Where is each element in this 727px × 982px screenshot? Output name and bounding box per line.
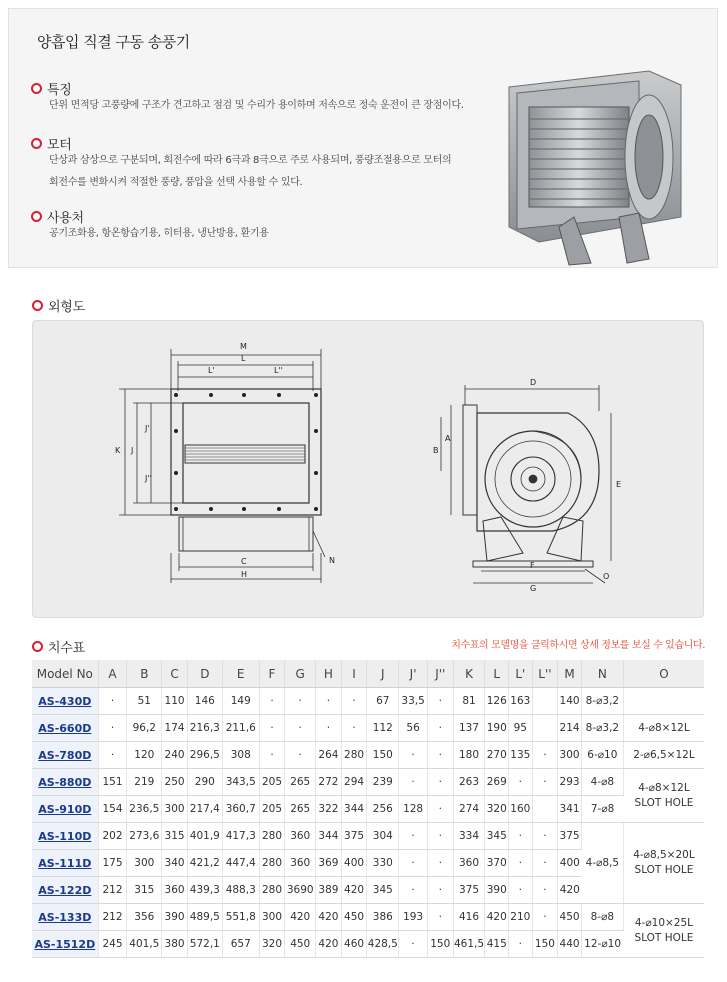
model-link[interactable]: AS-910D xyxy=(38,802,92,816)
label-g: G xyxy=(530,584,537,593)
label-b: B xyxy=(433,446,439,455)
table-cell: 272 xyxy=(316,769,342,796)
table-cell: 304 xyxy=(367,823,399,850)
table-cell: 296,5 xyxy=(187,742,222,769)
table-cell: · xyxy=(509,850,533,877)
col-header: J'' xyxy=(427,660,453,688)
usage-heading-text: 사용처 xyxy=(47,211,84,226)
table-cell: 160 xyxy=(509,796,533,823)
table-cell: · xyxy=(98,715,127,742)
table-cell: 81 xyxy=(453,688,485,715)
col-header: K xyxy=(453,660,485,688)
table-cell: · xyxy=(532,850,558,877)
table-cell: 315 xyxy=(127,877,162,904)
table-cell: 120 xyxy=(127,742,162,769)
model-cell[interactable] xyxy=(32,688,98,715)
table-cell: 212 xyxy=(98,904,127,931)
table-cell: 450 xyxy=(558,904,582,931)
model-cell[interactable] xyxy=(32,742,98,769)
table-cell: 460 xyxy=(341,931,367,958)
table-cell: 360 xyxy=(453,850,485,877)
label-a: A xyxy=(445,434,451,443)
table-cell: · xyxy=(427,688,453,715)
table-cell: 320 xyxy=(259,931,285,958)
table-cell: 274 xyxy=(453,796,485,823)
table-cell: 360 xyxy=(285,850,316,877)
table-cell: 420 xyxy=(485,904,509,931)
table-cell: 315 xyxy=(162,823,188,850)
table-cell: 240 xyxy=(162,742,188,769)
label-j-double-prime: J'' xyxy=(145,474,152,483)
table-cell: 8-⌀8 xyxy=(581,904,623,931)
table-cell: 256 xyxy=(367,796,399,823)
table-cell: · xyxy=(427,904,453,931)
blower-photo xyxy=(499,67,687,267)
table-cell: 300 xyxy=(127,850,162,877)
table-row xyxy=(32,742,704,769)
table-cell: 264 xyxy=(316,742,342,769)
table-cell: 265 xyxy=(285,769,316,796)
table-cell: 489,5 xyxy=(187,904,222,931)
col-header: H xyxy=(316,660,342,688)
table-cell: · xyxy=(399,769,428,796)
table-cell: 245 xyxy=(98,931,127,958)
table-row xyxy=(32,715,704,742)
table-cell: 175 xyxy=(98,850,127,877)
table-row xyxy=(32,931,704,958)
table-cell: 163 xyxy=(509,688,533,715)
col-header: D xyxy=(187,660,222,688)
label-l-prime: L' xyxy=(208,366,215,375)
table-cell: · xyxy=(532,823,558,850)
col-header: L' xyxy=(509,660,533,688)
table-cell: 386 xyxy=(367,904,399,931)
table-cell: 551,8 xyxy=(222,904,259,931)
col-header: Model No xyxy=(32,660,98,688)
table-cell: 7-⌀8 xyxy=(581,796,623,823)
table-cell: 380 xyxy=(162,931,188,958)
table-cell: 212 xyxy=(98,877,127,904)
model-link[interactable]: AS-111D xyxy=(38,856,92,870)
model-link[interactable]: AS-133D xyxy=(38,910,92,924)
table-cell: 269 xyxy=(485,769,509,796)
usage-line: 공기조화용, 항온항습기용, 히터용, 냉난방용, 환기용 xyxy=(49,228,269,239)
table-cell: 216,3 xyxy=(187,715,222,742)
table-cell: 300 xyxy=(162,796,188,823)
table-cell: 360 xyxy=(285,823,316,850)
table-cell: · xyxy=(341,715,367,742)
table-cell: · xyxy=(532,877,558,904)
table-cell: 210 xyxy=(509,904,533,931)
table-cell: 420 xyxy=(285,904,316,931)
motor-description xyxy=(49,150,451,194)
col-header: C xyxy=(162,660,188,688)
table-cell: 401,9 xyxy=(187,823,222,850)
table-cell: 290 xyxy=(187,769,222,796)
table-cell: 440 xyxy=(558,931,582,958)
circle-bullet-icon xyxy=(31,83,42,94)
table-cell: · xyxy=(259,742,285,769)
table-cell: 211,6 xyxy=(222,715,259,742)
motor-line-1: 단상과 삼상으로 구분되며, 회전수에 따라 6극과 8극으로 주로 사용되며, 풍량조절용으로 모터의 xyxy=(49,155,452,166)
table-cell: 95 xyxy=(509,715,533,742)
table-cell: 415 xyxy=(485,931,509,958)
table-cell: · xyxy=(285,688,316,715)
model-cell[interactable] xyxy=(32,931,98,958)
table-cell: 488,3 xyxy=(222,877,259,904)
model-cell[interactable] xyxy=(32,796,98,823)
table-cell: 236,5 xyxy=(127,796,162,823)
table-cell: · xyxy=(427,877,453,904)
col-header: J' xyxy=(399,660,428,688)
table-cell xyxy=(532,688,558,715)
label-l-double-prime: L'' xyxy=(274,366,283,375)
circle-bullet-icon xyxy=(31,138,42,149)
table-cell: 3690 xyxy=(285,877,316,904)
table-cell: · xyxy=(285,742,316,769)
table-cell: 6-⌀10 xyxy=(581,742,623,769)
table-cell: 428,5 xyxy=(367,931,399,958)
table-cell: 461,5 xyxy=(453,931,485,958)
table-cell: 390 xyxy=(162,904,188,931)
label-h: H xyxy=(241,570,248,579)
table-cell: 8-⌀3,2 xyxy=(581,715,623,742)
table-cell: 294 xyxy=(341,769,367,796)
table-cell: · xyxy=(427,850,453,877)
model-link[interactable]: AS-1512D xyxy=(34,937,96,951)
model-cell[interactable] xyxy=(32,904,98,931)
table-cell: · xyxy=(285,715,316,742)
table-cell: 174 xyxy=(162,715,188,742)
model-cell[interactable] xyxy=(32,769,98,796)
features-description xyxy=(49,95,464,117)
label-j-prime: J' xyxy=(145,424,150,433)
table-cell: 280 xyxy=(259,850,285,877)
table-cell: 421,2 xyxy=(187,850,222,877)
table-cell: 250 xyxy=(162,769,188,796)
table-row xyxy=(32,904,704,931)
table-cell: 417,3 xyxy=(222,823,259,850)
col-header: G xyxy=(285,660,316,688)
table-cell: 150 xyxy=(427,931,453,958)
table-cell: 33,5 xyxy=(399,688,428,715)
o-cell xyxy=(623,688,704,715)
model-cell[interactable] xyxy=(32,823,98,850)
o-cell-line: SLOT HOLE xyxy=(634,931,694,944)
table-cell: 320 xyxy=(485,796,509,823)
table-cell: · xyxy=(509,769,533,796)
model-link[interactable]: AS-122D xyxy=(38,883,92,897)
product-title: 양흡입 직결 구동 송풍기 xyxy=(37,33,190,51)
o-cell-line: SLOT HOLE xyxy=(634,864,694,876)
o-cell xyxy=(623,904,704,958)
col-header: L xyxy=(485,660,509,688)
dimension-table-body xyxy=(32,688,704,958)
col-header: M xyxy=(558,660,582,688)
table-cell: 193 xyxy=(399,904,428,931)
table-cell: 140 xyxy=(558,688,582,715)
table-cell: · xyxy=(532,769,558,796)
outline-heading xyxy=(32,296,85,315)
table-cell: 96,2 xyxy=(127,715,162,742)
table-cell: 12-⌀10 xyxy=(581,931,623,958)
table-cell: 360,7 xyxy=(222,796,259,823)
table-cell: · xyxy=(427,796,453,823)
model-link[interactable]: AS-110D xyxy=(38,829,92,843)
table-cell: 390 xyxy=(485,877,509,904)
table-cell: · xyxy=(509,823,533,850)
features-heading-text: 특징 xyxy=(47,83,72,98)
table-cell: 263 xyxy=(453,769,485,796)
table-cell: 420 xyxy=(341,877,367,904)
col-header: A xyxy=(98,660,127,688)
table-cell: · xyxy=(399,931,428,958)
table-cell: 439,3 xyxy=(187,877,222,904)
label-o: O xyxy=(603,572,610,581)
product-intro-panel xyxy=(8,8,718,268)
table-cell: 356 xyxy=(127,904,162,931)
table-cell: 360 xyxy=(162,877,188,904)
o-cell xyxy=(623,769,704,823)
table-cell: 343,5 xyxy=(222,769,259,796)
table-header-row xyxy=(32,660,704,688)
table-cell: 205 xyxy=(259,796,285,823)
table-cell: · xyxy=(98,742,127,769)
table-cell: 270 xyxy=(485,742,509,769)
label-e: E xyxy=(616,480,622,489)
label-k: K xyxy=(115,446,121,455)
table-cell: 214 xyxy=(558,715,582,742)
table-cell: 420 xyxy=(558,877,582,904)
table-cell: 334 xyxy=(453,823,485,850)
table-cell: 400 xyxy=(341,850,367,877)
o-cell-line: 4-⌀8,5×20L xyxy=(633,849,695,861)
table-cell: · xyxy=(427,715,453,742)
table-cell: · xyxy=(427,769,453,796)
label-j: J xyxy=(131,446,134,455)
circle-bullet-icon xyxy=(32,641,43,652)
table-cell: 330 xyxy=(367,850,399,877)
features-line: 단위 면적당 고풍량에 구조가 견고하고 점검 및 수리가 용이하며 저속으로 정숙 운전이 큰 장점이다. xyxy=(49,100,464,111)
table-cell: 369 xyxy=(316,850,342,877)
table-cell: · xyxy=(399,742,428,769)
dimension-table xyxy=(32,660,704,958)
table-cell: · xyxy=(532,742,558,769)
table-cell: 4-⌀8,5 xyxy=(581,823,623,904)
table-cell: 217,4 xyxy=(187,796,222,823)
table-cell: 450 xyxy=(285,931,316,958)
table-cell: · xyxy=(316,688,342,715)
table-cell: 450 xyxy=(341,904,367,931)
table-row xyxy=(32,823,704,850)
outline-drawing xyxy=(33,321,703,617)
table-cell: 205 xyxy=(259,769,285,796)
o-cell-line: SLOT HOLE xyxy=(634,796,694,809)
table-cell: 219 xyxy=(127,769,162,796)
motor-heading-text: 모터 xyxy=(47,138,72,153)
table-cell: 420 xyxy=(316,904,342,931)
table-cell: 400 xyxy=(558,850,582,877)
table-cell: 150 xyxy=(367,742,399,769)
table-cell: 572,1 xyxy=(187,931,222,958)
table-cell: 308 xyxy=(222,742,259,769)
table-cell: 151 xyxy=(98,769,127,796)
table-cell: · xyxy=(427,742,453,769)
table-cell: 344 xyxy=(316,823,342,850)
table-cell: · xyxy=(259,688,285,715)
usage-description xyxy=(49,223,269,245)
table-cell: 265 xyxy=(285,796,316,823)
table-cell: 293 xyxy=(558,769,582,796)
table-row xyxy=(32,688,704,715)
circle-bullet-icon xyxy=(32,300,43,311)
table-cell: · xyxy=(399,823,428,850)
o-cell-line: 4-⌀8×12L xyxy=(638,781,690,794)
label-c: C xyxy=(241,557,247,566)
table-cell: 375 xyxy=(341,823,367,850)
table-cell: 239 xyxy=(367,769,399,796)
table-cell: 128 xyxy=(399,796,428,823)
table-cell: 345 xyxy=(485,823,509,850)
table-cell: 135 xyxy=(509,742,533,769)
table-cell: 273,6 xyxy=(127,823,162,850)
label-d: D xyxy=(530,378,537,387)
dimension-table-heading xyxy=(32,637,85,656)
front-view xyxy=(119,349,325,583)
outline-drawing-panel xyxy=(32,320,704,618)
model-link[interactable]: AS-430D xyxy=(38,694,92,708)
table-cell: 370 xyxy=(485,850,509,877)
table-cell: 149 xyxy=(222,688,259,715)
table-cell: 375 xyxy=(558,823,582,850)
table-cell: 146 xyxy=(187,688,222,715)
table-cell: 340 xyxy=(162,850,188,877)
o-cell-line: 4-⌀10×25L xyxy=(634,916,694,929)
col-header: L'' xyxy=(532,660,558,688)
model-cell[interactable] xyxy=(32,850,98,877)
model-link[interactable]: AS-880D xyxy=(38,775,92,789)
table-cell: 389 xyxy=(316,877,342,904)
col-header: E xyxy=(222,660,259,688)
label-l: L xyxy=(241,354,246,363)
model-link[interactable]: AS-660D xyxy=(38,721,92,735)
o-cell xyxy=(623,715,704,742)
table-cell xyxy=(532,796,558,823)
table-row xyxy=(32,796,704,823)
table-cell: 150 xyxy=(532,931,558,958)
side-view xyxy=(441,385,611,583)
table-cell: 447,4 xyxy=(222,850,259,877)
table-cell: 344 xyxy=(341,796,367,823)
col-header: F xyxy=(259,660,285,688)
table-cell: 420 xyxy=(316,931,342,958)
table-cell: 300 xyxy=(259,904,285,931)
model-link[interactable]: AS-780D xyxy=(38,748,92,762)
table-cell: · xyxy=(399,877,428,904)
front-holes xyxy=(174,393,318,511)
table-cell: 51 xyxy=(127,688,162,715)
table-cell: 202 xyxy=(98,823,127,850)
dimension-table-note: 치수표의 모델명을 클릭하시면 상세 정보를 보실 수 있습니다. xyxy=(451,640,705,651)
table-cell: 345 xyxy=(367,877,399,904)
table-cell: 112 xyxy=(367,715,399,742)
table-cell: · xyxy=(399,850,428,877)
table-cell: 280 xyxy=(259,877,285,904)
table-cell: 190 xyxy=(485,715,509,742)
table-cell: 280 xyxy=(259,823,285,850)
table-cell: · xyxy=(259,715,285,742)
table-cell: · xyxy=(427,823,453,850)
label-n: N xyxy=(329,556,335,565)
table-cell xyxy=(532,715,558,742)
table-cell: · xyxy=(98,688,127,715)
col-header: B xyxy=(127,660,162,688)
dimension-table-heading-text: 치수표 xyxy=(48,641,85,656)
motor-line-2: 회전수를 변화시켜 적절한 풍량, 풍압을 선택 사용할 수 있다. xyxy=(49,177,303,188)
circle-bullet-icon xyxy=(31,211,42,222)
table-cell: · xyxy=(316,715,342,742)
col-header: I xyxy=(341,660,367,688)
col-header: N xyxy=(581,660,623,688)
table-cell: 8-⌀3,2 xyxy=(581,688,623,715)
table-cell: 375 xyxy=(453,877,485,904)
o-cell-line: 4-⌀8×12L xyxy=(638,721,690,734)
table-row xyxy=(32,769,704,796)
table-cell: · xyxy=(509,931,533,958)
o-cell xyxy=(623,742,704,769)
outline-heading-text: 외형도 xyxy=(48,300,85,315)
table-cell: 56 xyxy=(399,715,428,742)
model-cell[interactable] xyxy=(32,877,98,904)
table-cell: · xyxy=(532,904,558,931)
table-cell: · xyxy=(509,877,533,904)
table-cell: 180 xyxy=(453,742,485,769)
col-header: J xyxy=(367,660,399,688)
table-cell: 657 xyxy=(222,931,259,958)
table-cell: 341 xyxy=(558,796,582,823)
table-cell: 280 xyxy=(341,742,367,769)
table-cell: · xyxy=(341,688,367,715)
table-cell: 300 xyxy=(558,742,582,769)
col-header: O xyxy=(623,660,704,688)
o-cell xyxy=(623,823,704,904)
model-cell[interactable] xyxy=(32,715,98,742)
table-cell: 67 xyxy=(367,688,399,715)
table-cell: 401,5 xyxy=(127,931,162,958)
table-cell: 4-⌀8 xyxy=(581,769,623,796)
o-cell-line: 2-⌀6,5×12L xyxy=(633,748,695,761)
table-cell: 322 xyxy=(316,796,342,823)
table-cell: 137 xyxy=(453,715,485,742)
label-m: M xyxy=(240,342,247,351)
label-f: F xyxy=(530,561,535,570)
table-cell: 416 xyxy=(453,904,485,931)
table-cell: 110 xyxy=(162,688,188,715)
table-cell: 154 xyxy=(98,796,127,823)
front-labels xyxy=(115,342,335,579)
table-cell: 126 xyxy=(485,688,509,715)
